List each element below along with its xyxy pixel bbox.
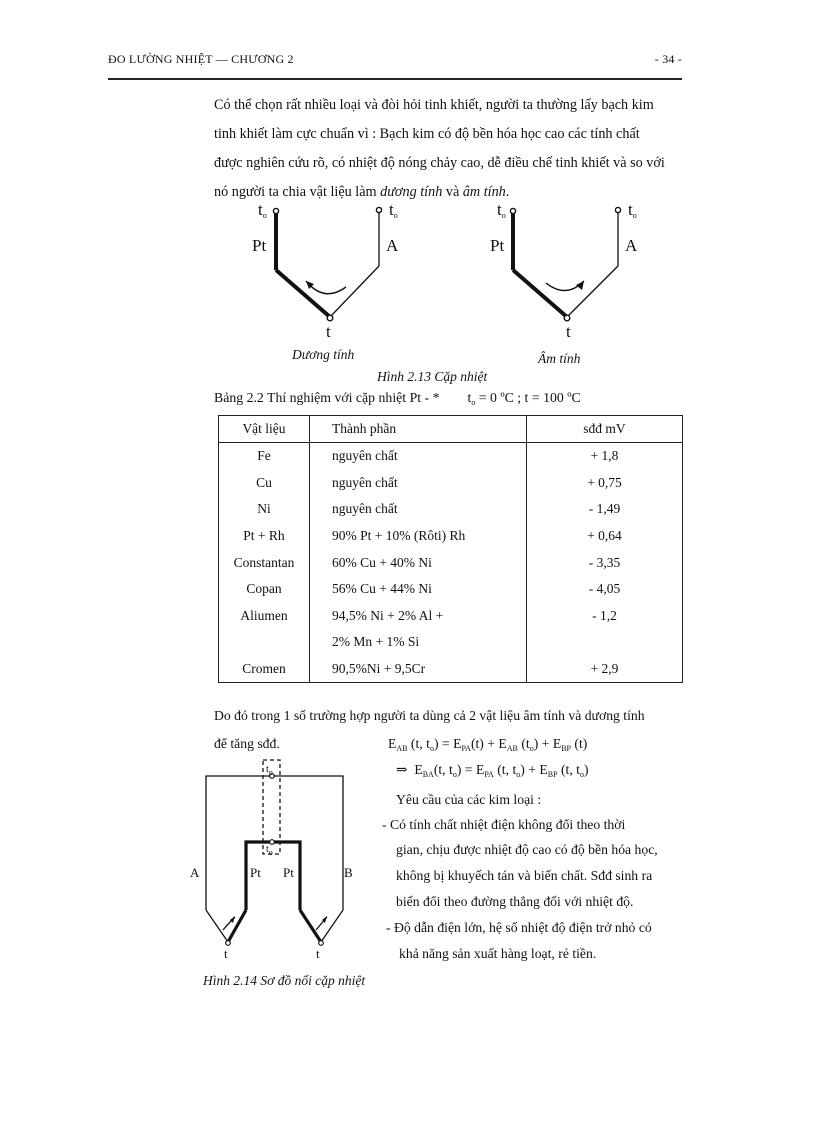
requirements-title: Yêu cầu của các kim loại : bbox=[396, 792, 542, 807]
table-row: 2% Mn + 1% Si bbox=[219, 629, 683, 656]
label-pt-2: Pt bbox=[283, 865, 294, 880]
intro-line: Có thể chọn rất nhiều loại và đòi hỏi tinh khiết, người ta thường lấy bạch kim bbox=[214, 97, 654, 113]
label-to-top: $t_o$ bbox=[266, 764, 273, 777]
label-to-right-a: $t_o$ bbox=[628, 200, 637, 220]
intro-line: tinh khiết làm cực chuẩn vì : Bạch kim có độ bền hóa học cao các tính chất bbox=[214, 126, 640, 142]
section2-line1: Do đó trong 1 số trường hợp người ta dùng cả 2 vật liệu âm tính và dương tính bbox=[214, 708, 645, 723]
table-row: Pt + Rh 90% Pt + 10% (Rôti) Rh + 0,64 bbox=[219, 523, 683, 550]
table-row: Cromen 90,5%Ni + 9,5Cr + 2,9 bbox=[219, 656, 683, 683]
requirement-line: - Có tính chất nhiệt điện không đổi theo thời bbox=[382, 817, 626, 832]
label-a-right: A bbox=[625, 236, 638, 255]
figure-2-14-caption: Hình 2.14 Sơ đồ nối cặp nhiệt bbox=[203, 973, 366, 988]
requirement-line: không bị khuyếch tán và biến chất. Sđđ sinh ra bbox=[396, 868, 653, 883]
intro-line-last: nó người ta chia vật liệu làm dương tính và âm tính. bbox=[214, 184, 510, 200]
thermocouple-positive bbox=[273, 207, 381, 320]
label-a-left: A bbox=[386, 236, 399, 255]
equation-2: ⇒ $E_{BA}(t$, $t_o) = E_{PA}$ (t, $t_o) + E_{BP}$ (t, $t_o$) bbox=[396, 762, 589, 779]
table-row: Copan 56% Cu + 44% Ni - 4,05 bbox=[219, 576, 683, 603]
intro-paragraph bbox=[214, 91, 684, 207]
label-t-right: t bbox=[566, 322, 571, 341]
page-number: - 34 - bbox=[654, 52, 682, 66]
col-header-composition: Thành phần bbox=[310, 416, 527, 443]
label-b: B bbox=[344, 865, 353, 880]
label-to-bottom: $t_o$ bbox=[266, 844, 273, 857]
requirement-line: biến đổi theo đường thẳng đối với nhiệt độ. bbox=[396, 894, 634, 909]
figure-2-14-connection-diagram bbox=[190, 752, 365, 957]
thermo-emf-table bbox=[218, 415, 683, 683]
label-to-right-pt: $t_o$ bbox=[497, 200, 506, 220]
label-positive: Dương tính bbox=[292, 347, 355, 362]
header-rule bbox=[108, 78, 682, 80]
figure-2-13-caption: Hình 2.13 Cặp nhiệt bbox=[377, 369, 488, 384]
thermocouple-negative bbox=[510, 207, 620, 320]
label-pt-left: Pt bbox=[252, 236, 267, 255]
col-header-material: Vật liệu bbox=[219, 416, 310, 443]
arrow-head-icon bbox=[576, 281, 584, 290]
table-row: Constantan 60% Cu + 40% Ni - 3,35 bbox=[219, 549, 683, 576]
label-t-left: t bbox=[224, 946, 228, 961]
table-header-row bbox=[219, 416, 683, 443]
running-header-title: ĐO LƯỜNG NHIỆT — CHƯƠNG 2 bbox=[108, 52, 294, 66]
term-positive: dương tính bbox=[380, 184, 443, 200]
label-to-left-a: $t_o$ bbox=[389, 200, 398, 220]
label-t-left: t bbox=[326, 322, 331, 341]
requirement-line: khả năng sản xuất hàng loạt, rẻ tiền. bbox=[399, 946, 597, 961]
section2-line2: để tăng sđđ. bbox=[214, 736, 280, 751]
label-a: A bbox=[190, 865, 200, 880]
requirement-line: gian, chịu được nhiệt độ cao có độ bền hóa học, bbox=[396, 842, 658, 857]
intro-line: được nghiên cứu rõ, có nhiệt độ nóng chảy cao, dễ điều chế tinh khiết và so với bbox=[214, 155, 665, 171]
table-row: Cu nguyên chất + 0,75 bbox=[219, 470, 683, 497]
requirement-line: - Độ dẫn điện lớn, hệ số nhiệt độ điện trở nhỏ có bbox=[386, 920, 652, 935]
table-title: Bảng 2.2 Thí nghiệm với cặp nhiệt Pt - * $t_o = 0$ ºC ; t = 100 ºC bbox=[214, 390, 581, 407]
table-row: Fe nguyên chất + 1,8 bbox=[219, 443, 683, 470]
label-to-left-pt: $t_o$ bbox=[258, 200, 267, 220]
label-negative: Âm tính bbox=[538, 351, 581, 366]
table-row: Ni nguyên chất - 1,49 bbox=[219, 496, 683, 523]
label-pt-1: Pt bbox=[250, 865, 261, 880]
label-pt-right: Pt bbox=[490, 236, 505, 255]
label-t-right: t bbox=[316, 946, 320, 961]
col-header-emf: sđđ mV bbox=[527, 416, 683, 443]
table-row: Aliumen 94,5% Ni + 2% Al + - 1,2 bbox=[219, 603, 683, 630]
term-negative: âm tính bbox=[462, 184, 506, 200]
equation-1: $E_{AB}$ (t, $t_o) = E_{PA}(t) + E_{AB}$ $(t_o) + E_{BP}$ (t) bbox=[388, 736, 588, 753]
